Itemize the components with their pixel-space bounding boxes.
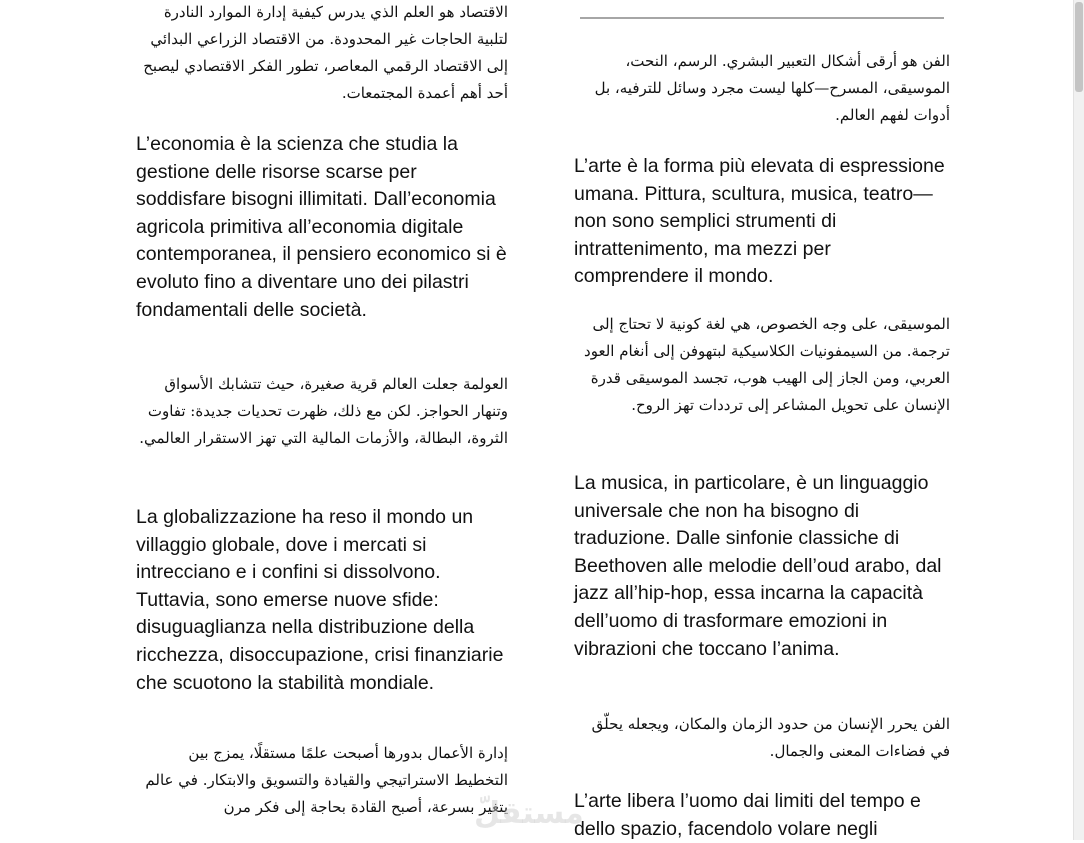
arabic-paragraph-art: الفن هو أرقى أشكال التعبير البشري. الرسم، النحت، الموسيقى، المسرح—كلها ليست مجرد وسائل للترفيه، بل أدوات لفهم العالم. bbox=[594, 52, 950, 124]
arabic-paragraph-business: إدارة الأعمال بدورها أصبحت علمًا مستقلًا، يمزج بين التخطيط الاستراتيجي والقيادة والتسويق والابتكار. في عالم يتغير بسرعة، أصبح القادة بحاجة إلى فكر مرن bbox=[145, 744, 508, 816]
arabic-paragraph-music: الموسيقى، على وجه الخصوص، هي لغة كونية لا تحتاج إلى ترجمة. من السيمفونيات الكلاسيكية لبتهوفن إلى أنغام العود العربي، ومن الجاز إلى الهيب هوب، تجسد الموسيقى قدرة الإنسان على تحويل المشاعر إلى ترددات تهز الروح. bbox=[584, 315, 950, 414]
arabic-paragraph-economics: الاقتصاد هو العلم الذي يدرس كيفية إدارة الموارد النادرة لتلبية الحاجات غير المحدودة. من الاقتصاد الزراعي البدائي إلى الاقتصاد الرقمي المعاصر، تطور الفكر الاقتصادي ليصبح أحد أهم أعمدة المجتمعات. bbox=[143, 3, 508, 102]
italian-paragraph-art: L’arte è la forma più elevata di espressione umana. Pittura, scultura, musica, teatro—non sono semplici strumenti di intrattenimento, ma mezzi per comprendere il mondo. bbox=[574, 155, 945, 288]
italian-paragraph-economics: L’economia è la scienza che studia la gestione delle risorse scarse per soddisfare bisogni illimitati. Dall’economia agricola primitiva all’economia digitale contemporanea, il pensiero economico si è evoluto fino a diventare uno dei pilastri fondamentali delle società. bbox=[136, 133, 507, 321]
vertical-scrollbar[interactable] bbox=[1073, 0, 1084, 840]
arabic-paragraph-globalization: العولمة جعلت العالم قرية صغيرة، حيث تتشابك الأسواق وتنهار الحواجز. لكن مع ذلك، ظهرت تحديات جديدة: تفاوت الثروة، البطالة، والأزمات المالية التي تهز الاستقرار العالمي. bbox=[139, 375, 508, 447]
scrollbar-thumb[interactable] bbox=[1075, 2, 1083, 92]
italian-paragraph-globalization: La globalizzazione ha reso il mondo un villaggio globale, dove i mercati si intrecciano e i confini si dissolvono. Tuttavia, sono emerse nuove sfide: disuguaglianza nella distribuzione della ricchezza, disoccupazione, crisi finanziarie che scuotono la stabilità mondiale. bbox=[136, 506, 504, 694]
watermark-logo: مستقلّ bbox=[474, 796, 584, 831]
arabic-paragraph-freedom: الفن يحرر الإنسان من حدود الزمان والمكان، ويجعله يحلّق في فضاءات المعنى والجمال. bbox=[591, 715, 950, 760]
italian-paragraph-freedom: L’arte libera l’uomo dai limiti del tempo e dello spazio, facendolo volare negli bbox=[574, 790, 921, 840]
italian-paragraph-music: La musica, in particolare, è un linguaggio universale che non ha bisogno di traduzione. Dalle sinfonie classiche di Beethoven alle melodie dell’oud arabo, dal jazz all’hip-hop, essa incarna la capacità dell’uomo di trasformare emozioni in vibrazioni che toccano l’anima. bbox=[574, 472, 942, 660]
section-divider-rule bbox=[580, 17, 944, 19]
